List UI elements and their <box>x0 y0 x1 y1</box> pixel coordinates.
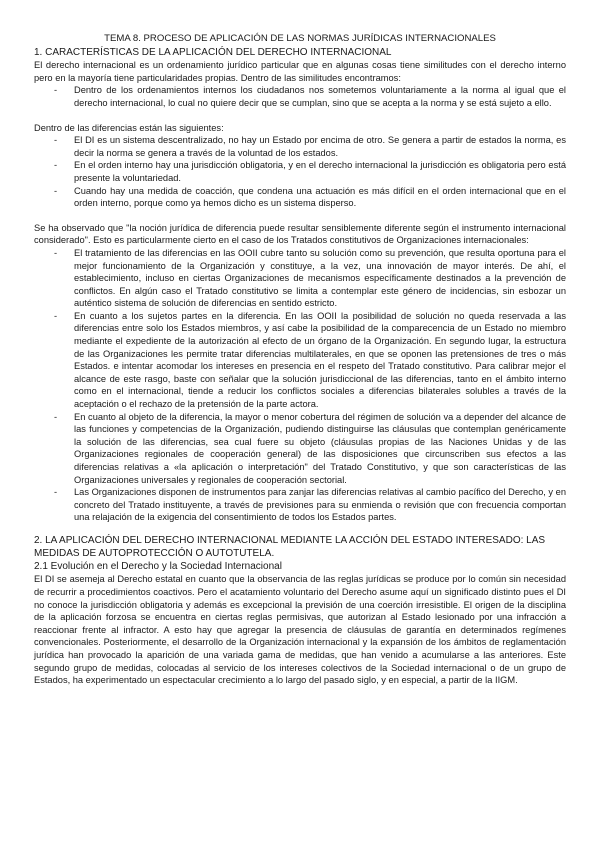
observed-intro: Se ha observado que "la noción jurídica de diferencia puede resultar sensiblemente diferente según el instrumento internacional considerado". Esto es particularmente cierto en el caso de los Tratados constitutivos de Organizaciones internacionales: <box>34 222 566 246</box>
list-item: - Cuando hay una medida de coacción, que condena una actuación es más difícil en el orden internacional que en el orden interno, porque como ya hemos dicho es un sistema disperso. <box>74 185 566 210</box>
differences-intro: Dentro de las diferencias están las siguientes: <box>34 122 224 133</box>
section-2-1-heading: 2.1 Evolución en el Derecho y la Sociedad Internacional <box>34 560 282 572</box>
list-item: - El DI es un sistema descentralizado, no hay un Estado por encima de otro. Se genera a partir de estados la norma, es decir la norma se genera a través de la voluntad de los estados. <box>74 134 566 159</box>
organizations-list <box>34 247 566 524</box>
spacer <box>34 210 566 222</box>
list-item: - En el orden interno hay una jurisdicción obligatoria, y en el derecho internacional la jurisdicción es obligatoria pero está presente la voluntariedad. <box>74 159 566 184</box>
list-item: - El tratamiento de las diferencias en las OOII cubre tanto su solución como su prevención, que resulta oportuna para el mejor funcionamiento de la Organización y constituye, a la vez, una innovación de mayor interés. De ahí, el establecimiento, incluso en ciertas Organizaciones de mecanismos específicamente destinados a la prevención de conflictos. En algún caso el Tratado constitutivo se limita a contemplar este género de incidencias, sin esbozar un auténtico sistema de solución de diferencias en sentido estricto. <box>74 247 566 310</box>
section-2-heading: 2. LA APLICACIÓN DEL DERECHO INTERNACIONAL MEDIANTE LA ACCIÓN DEL ESTADO INTERESADO: LAS MEDIDAS DE AUTOPROTECCIÓN O AUTOTUTELA. <box>34 534 546 559</box>
list-item: - Las Organizaciones disponen de instrumentos para zanjar las diferencias relativas al cambio pacífico del Derecho, y en concreto del Tratado instituyente, a través de previsiones para su enmienda o revisión que con frecuencia comportan una relajación de la exigencia del consentimiento de todos los Estados partes. <box>74 486 566 524</box>
document-title: TEMA 8. PROCESO DE APLICACIÓN DE LAS NORMAS JURÍDICAS INTERNACIONALES <box>104 33 496 44</box>
list-item: - En cuanto a los sujetos partes en la diferencia. En las OOII la posibilidad de solución no queda reservada a las diferencias entre solo los Estados miembros, y así cabe la posibilidad de la comparecencia de un Estado no miembro mediante el expediente de la autorización al efecto de un órgano de la Organización. En segundo lugar, la estructura de las Organizaciones les permite tratar diferencias multilaterales, en que se oponen las pretensiones de tres o más Estados. e intentar acomodar los intereses en presencia en el respeto del Tratado constitutivo. Para calibrar mejor el alcance de este rasgo, baste con señalar que la solución jurisdiccional de las diferencias, tanto en el ámbito interno como en el internacional, tiende a reducir los conflictos sociales a diferencias bilaterales solubles a través de la aceptación o el rechazo de la pretensión de la parte actora. <box>74 310 566 411</box>
differences-list <box>34 134 566 210</box>
section-1-heading: 1. CARACTERÍSTICAS DE LA APLICACIÓN DEL DERECHO INTERNACIONAL <box>34 46 392 58</box>
section-2-1-body: El DI se asemeja al Derecho estatal en cuanto que la observancia de las reglas jurídicas se produce por lo común sin necesidad de recurrir a procedimientos coactivos. Pero el acatamiento voluntario del Derecho asume aquí un significado distinto pues el DI no conoce la jurisdicción obligatoria y además es excepcional la previsión de una coerción irresistible. El origen de la disciplina de la aplicación forzosa se encuentra en ciertas reglas permisivas, que autorizan al Estado lesionado por una infracción a reaccionar frente al infractor. A esto hay que agregar la presencia de cláusulas de garantía en determinados regímenes convencionales. Posteriormente, el desarrollo de la Organización internacional y la expansión de los ámbitos de reglamentación jurídica han provocado la aparición de una variada gama de medidas, que han venido a acumularse a las anteriores. Este segundo grupo de medidas, colocadas al servicio de los intereses colectivos de la Sociedad internacional o de un grupo de Estados, ha experimentado un espectacular crecimiento a lo largo del pasado siglo, y en especial, a partir de la IIGM. <box>34 574 566 686</box>
spacer <box>34 524 566 535</box>
spacer <box>34 110 566 122</box>
similarities-list <box>34 84 566 109</box>
list-item: - Dentro de los ordenamientos internos los ciudadanos nos sometemos voluntariamente a la norma al igual que el derecho internacional, lo cual no quiere decir que se cumplan, sino que se acepta a la norma y se está sujeto a ello. <box>74 84 566 109</box>
list-item: - En cuanto al objeto de la diferencia, la mayor o menor cobertura del régimen de solución va a depender del alcance de las funciones y competencias de la Organización, pudiendo distinguirse las cláusulas que contemplan genéricamente la solución de las diferencias, sea cual fuere su objeto (cláusulas propias de las Naciones Unidas y de las Organizaciones regionales de cooperación general) de las disposiciones que circunscriben sus efectos a las diferencias relativas a «la aplicación o interpretación" del Tratado Constitutivo, y que son características de las Organizaciones universales y regionales de cooperación sectorial. <box>74 411 566 487</box>
section-1-intro: El derecho internacional es un ordenamiento jurídico particular que en algunas cosas tiene similitudes con el derecho interno pero en la mayoría tiene particularidades propias. Dentro de las similitudes encontramos: <box>34 60 566 83</box>
